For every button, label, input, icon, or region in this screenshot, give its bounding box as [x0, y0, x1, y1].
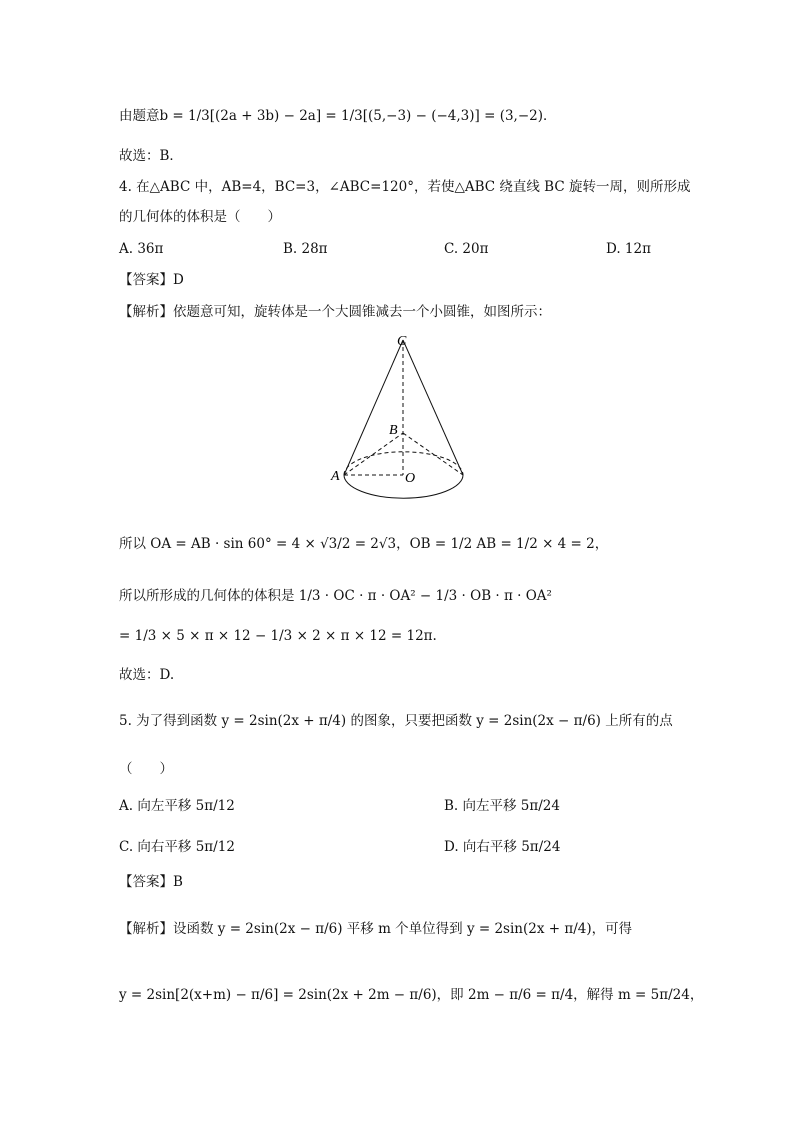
q4-option-c: C. 20π	[444, 241, 489, 257]
q3-explanation	[119, 107, 557, 125]
q5-answer: 【答案】B	[119, 874, 183, 890]
q4-volume-line1: 所以所形成的几何体的体积是 1/3 · OC · π · OA² − 1/3 · OB · π · OA²	[119, 588, 552, 604]
q4-option-b: B. 28π	[283, 241, 328, 257]
label-c: C	[397, 334, 407, 349]
q4-answer-choice: 故选：D.	[119, 667, 175, 683]
label-a: A	[331, 469, 340, 484]
q4-answer: 【答案】D	[119, 272, 184, 288]
q5-stem-line2: （ ）	[119, 761, 173, 777]
q4-calc-oa: 所以 OA = AB · sin 60° = 4 × √3/2 = 2√3，OB = 1/2 AB = 1/2 × 4 = 2，	[119, 536, 609, 552]
q5-stem-line1: 5. 为了得到函数 y = 2sin(2x + π/4) 的图象，只要把函数 y = 2sin(2x − π/6) 上所有的点	[119, 713, 673, 729]
q5-option-c: C. 向右平移 5π/12	[119, 839, 235, 855]
q3-answer-choice: 故选：B．	[119, 148, 183, 164]
label-o: O	[405, 471, 416, 486]
q5-option-b: B. 向左平移 5π/24	[444, 798, 560, 814]
q5-option-a: A. 向左平移 5π/12	[119, 798, 235, 814]
cone-right-edge	[403, 340, 463, 475]
q4-explanation-intro: 【解析】依题意可知，旋转体是一个大圆锥减去一个小圆锥，如图所示：	[119, 304, 551, 320]
q5-explanation-line1: 【解析】设函数 y = 2sin(2x − π/6) 平移 m 个单位得到 y = 2sin(2x + π/4)，可得	[119, 921, 633, 937]
q5-option-d: D. 向右平移 5π/24	[444, 839, 561, 855]
q4-volume-line2: = 1/3 × 5 × π × 12 − 1/3 × 2 × π × 12 = 12π.	[119, 628, 437, 644]
q5-explanation-line2: y = 2sin[2(x+m) − π/6] = 2sin(2x + 2m − π/6)，即 2m − π/6 = π/4，解得 m = 5π/24，	[119, 987, 704, 1003]
q4-option-a: A. 36π	[119, 241, 164, 257]
label-b: B	[389, 423, 398, 438]
q4-stem-line2: 的几何体的体积是（ ）	[119, 209, 281, 225]
base-front-arc	[344, 475, 463, 498]
q4-stem-line1: 4. 在△ABC 中，AB=4，BC=3，∠ABC=120°，若使△ABC 绕直线 BC 旋转一周，则所形成	[119, 179, 691, 195]
q4-option-d: D. 12π	[606, 241, 651, 257]
q3-jiexi-text: 由题意b = 1/3[(2a + 3b) − 2a] = 1/3[(5,−3) − (−4,3)] = (3,−2)．	[119, 108, 557, 124]
cone-figure	[325, 330, 485, 500]
